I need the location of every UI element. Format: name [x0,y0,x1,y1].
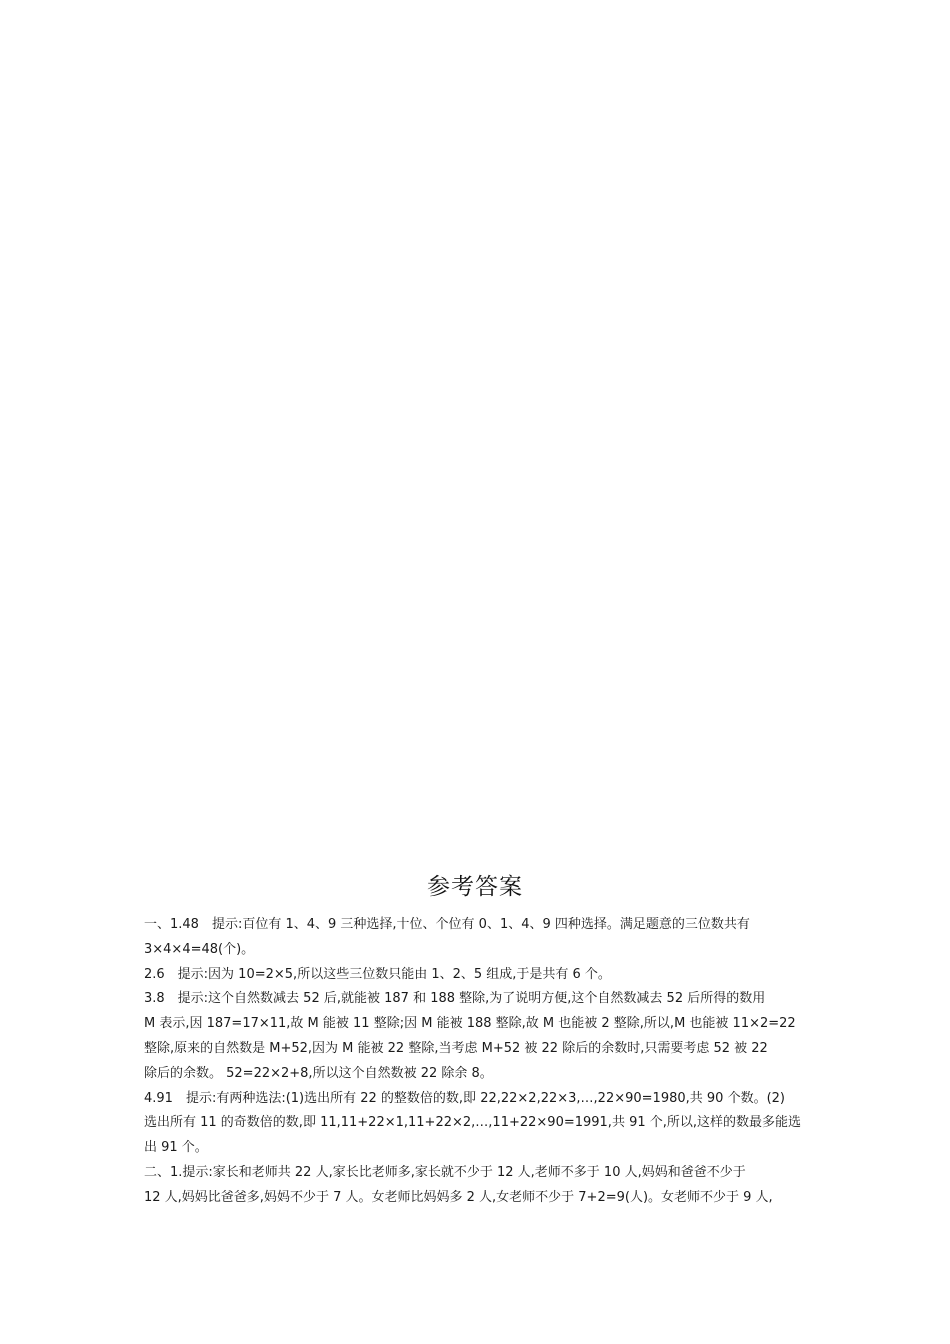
answer-line: 除后的余数。 52=22×2+8,所以这个自然数被 22 除余 8。 [144,1065,493,1081]
answer-line: 一、1.48 提示:百位有 1、4、9 三种选择,十位、个位有 0、1、4、9 四种选择。满足题意的三位数共有 [144,917,750,932]
answer-line: 3.8 提示:这个自然数减去 52 后,就能被 187 和 188 整除,为了说明方便,这个自然数减去 52 后所得的数用 [144,991,766,1007]
answer-line: M 表示,因 187=17×11,故 M 能被 11 整除;因 M 能被 188 整除,故 M 也能被 2 整除,所以,M 也能被 11×2=22 [144,1016,796,1032]
page-title: 参考答案 [427,874,523,900]
answer-body [144,913,812,1211]
answer-line: 选出所有 11 的奇数倍的数,即 11,11+22×1,11+22×2,…,11+22×90=1991,共 91 个,所以,这样的数最多能选 [144,1115,802,1131]
answer-line: 二、1.提示:家长和老师共 22 人,家长比老师多,家长就不少于 12 人,老师不多于 10 人,妈妈和爸爸不少于 [144,1164,746,1180]
answer-line: 12 人,妈妈比爸爸多,妈妈不少于 7 人。女老师比妈妈多 2 人,女老师不少于 7+2=9(人)。女老师不少于 9 人, [144,1189,773,1205]
answer-line: 出 91 个。 [144,1140,208,1156]
answer-line: 4.91 提示:有两种选法:(1)选出所有 22 的整数倍的数,即 22,22×2,22×3,…,22×90=1980,共 90 个数。(2) [144,1090,785,1106]
answer-line: 2.6 提示:因为 10=2×5,所以这些三位数只能由 1、2、5 组成,于是共有 6 个。 [144,966,611,982]
answer-line: 整除,原来的自然数是 M+52,因为 M 能被 22 整除,当考虑 M+52 被 22 除后的余数时,只需要考虑 52 被 22 [144,1040,768,1056]
answer-line: 3×4×4=48(个)。 [144,941,255,957]
